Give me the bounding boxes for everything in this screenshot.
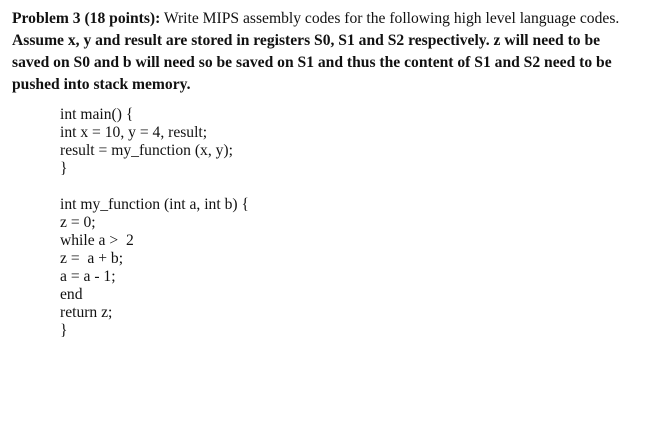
problem-intro: Write MIPS assembly codes for the following high level language codes.	[160, 10, 620, 27]
problem-heading: Problem 3 (18 points):	[12, 10, 161, 27]
code-line: result = my_function (x, y);	[60, 142, 233, 159]
code-line: int main() {	[60, 106, 134, 123]
code-line: }	[60, 322, 68, 339]
code-block-function	[60, 196, 249, 340]
code-block-main	[60, 106, 233, 178]
code-line: while a > 2	[60, 232, 134, 249]
code-line: end	[60, 286, 83, 303]
code-line: return z;	[60, 304, 113, 321]
problem-statement	[12, 8, 638, 96]
code-line: int my_function (int a, int b) {	[60, 196, 249, 213]
code-line: z = a + b;	[60, 250, 124, 267]
code-line: a = a - 1;	[60, 268, 116, 285]
code-line: int x = 10, y = 4, result;	[60, 124, 208, 141]
code-line: }	[60, 160, 68, 177]
problem-assumption: Assume x, y and result are stored in registers S0, S1 and S2 respectively. z will need to be saved on S0 and b will need so be saved on S1 and thus the content of S1 and S2 need to be pushed into stack memory.	[12, 32, 612, 93]
code-line: z = 0;	[60, 214, 96, 231]
